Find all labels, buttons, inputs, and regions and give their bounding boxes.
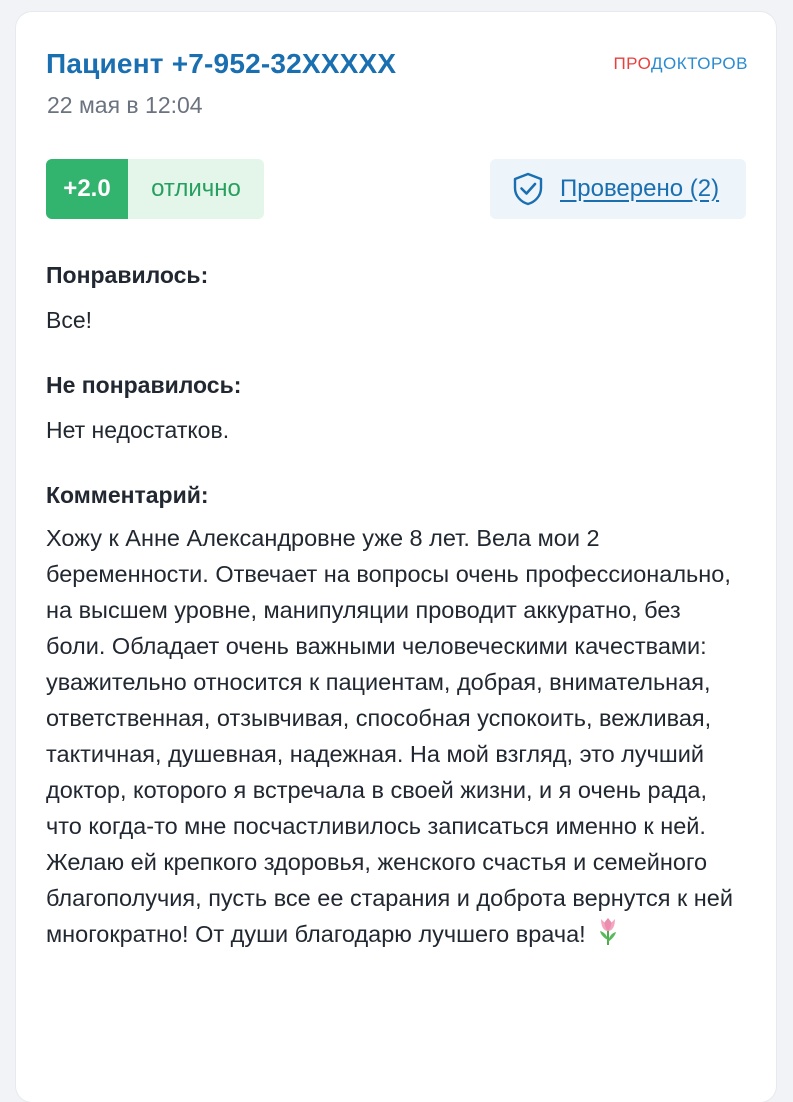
verified-link[interactable]: Проверено (2) [560, 175, 720, 202]
comment-body [46, 520, 746, 956]
review-author[interactable]: Пациент +7-952-32XXXXX [46, 48, 397, 79]
logo-part-doc: ДОКТОРОВ [650, 54, 748, 73]
verified-button[interactable] [490, 159, 746, 219]
prodoctorov-logo [613, 54, 748, 74]
disliked-text: Нет недостатков. [46, 417, 230, 443]
liked-text: Все! [46, 307, 93, 333]
logo-part-pro: ПРО [613, 54, 651, 73]
tulip-icon [596, 916, 620, 956]
shield-check-icon [510, 171, 546, 207]
disliked-title: Не понравилось: [46, 372, 242, 398]
comment-text: Хожу к Анне Александровне уже 8 лет. Вела мои 2 беременности. Отвечает на вопросы очень профессионально, на высшем уровне, манипуляции проводит аккуратно, без боли. Обладает очень важными человеческими качествами: уважительно относится к пациентам, добрая, внимательная, ответственная, отзывчивая, способная успокоить, вежливая, тактичная, душевная, надежная. На мой взгляд, это лучший доктор, которого я встречала в своей жизни, и я очень рада, что когда-то мне посчастливилось записаться именно к ней. Желаю ей крепкого здоровья, женского счастья и семейного благополучия, пусть все ее старания и доброта вернутся к ней многократно! От души благодарю лучшего врача! [46, 525, 733, 947]
rating-score: +2.0 [46, 159, 128, 219]
rating-badge [46, 159, 264, 219]
review-date: 22 мая в 12:04 [47, 92, 203, 118]
comment-title: Комментарий: [46, 482, 209, 508]
liked-title: Понравилось: [46, 262, 209, 288]
review-card [16, 12, 776, 1102]
rating-label: отлично [128, 159, 264, 219]
